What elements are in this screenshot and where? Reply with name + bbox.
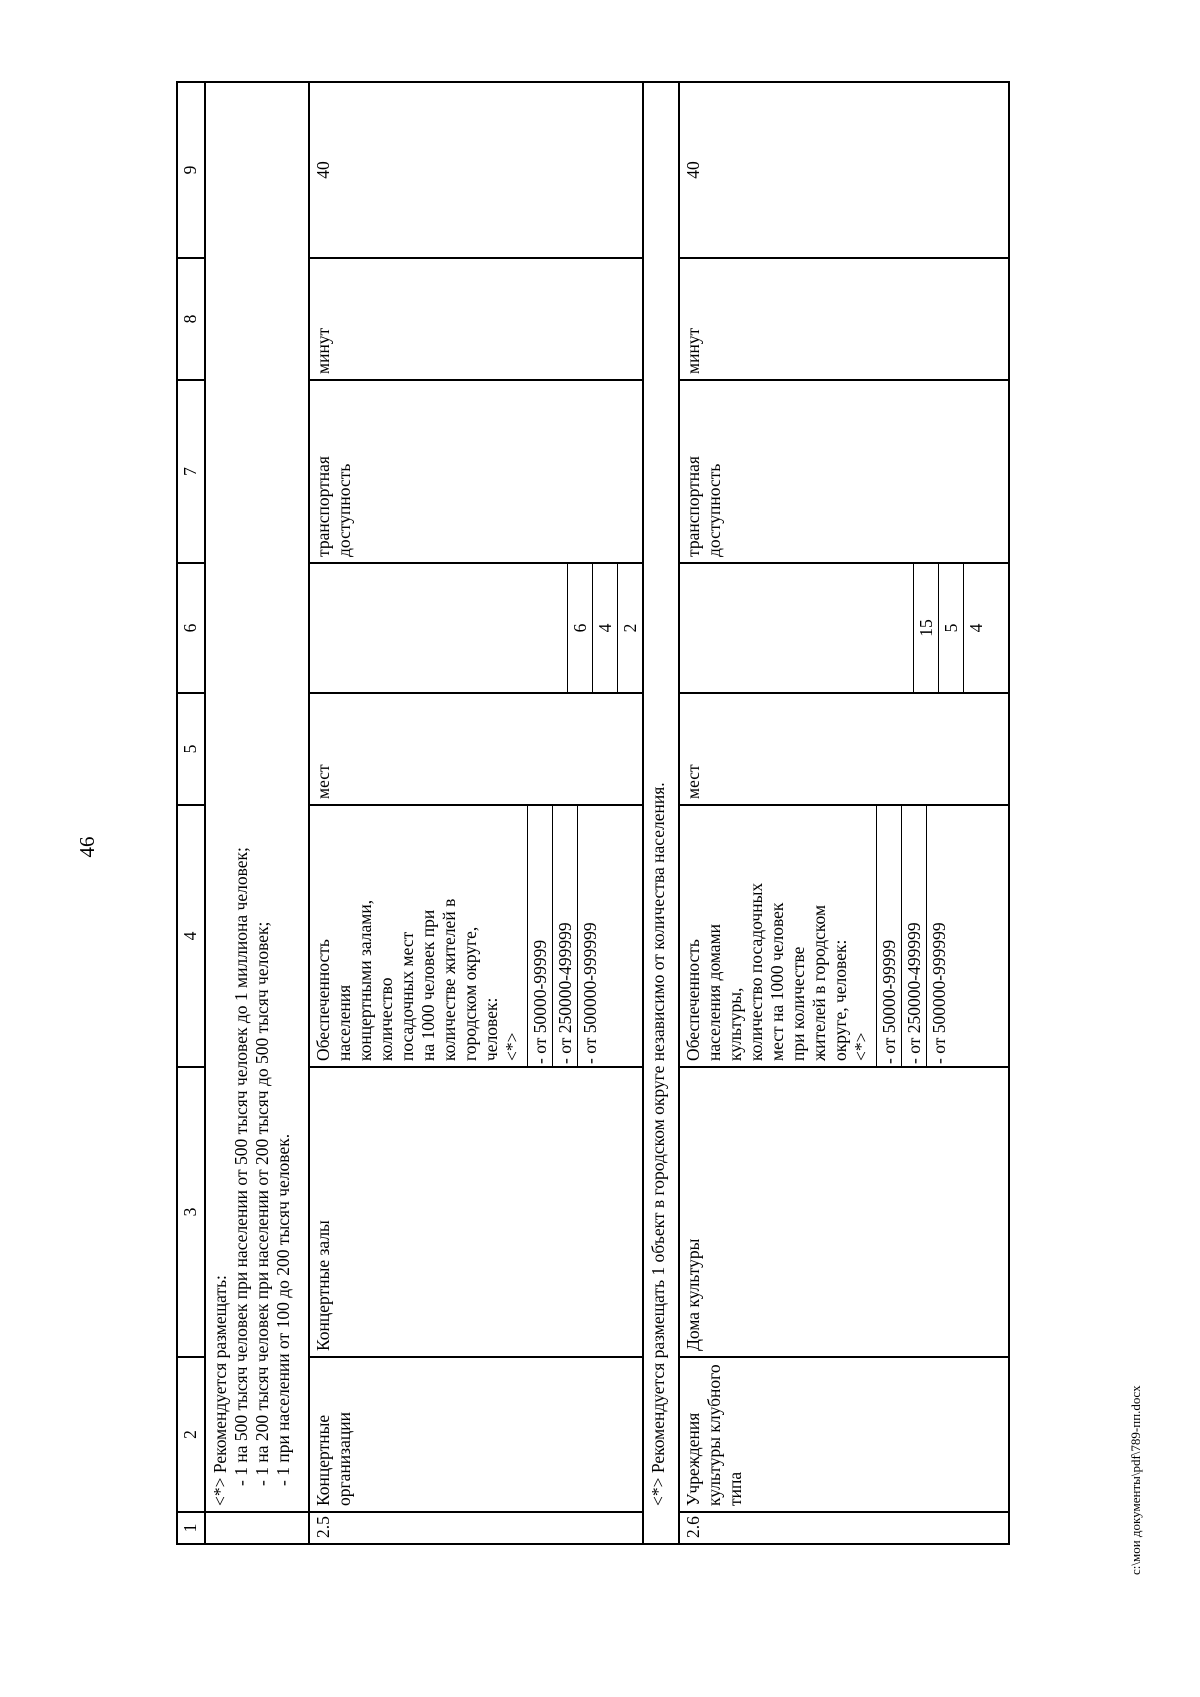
- indicator-line: Обеспеченность: [683, 939, 703, 1061]
- col-header-4: 4: [177, 805, 205, 1067]
- population-ranges: [527, 806, 602, 1066]
- table-row-2-6: [679, 82, 1009, 1544]
- population-ranges: [876, 806, 951, 1066]
- value-cell: [679, 563, 1009, 693]
- table-row-2-5: [309, 82, 643, 1544]
- norm-value: 2: [620, 623, 640, 633]
- accessibility-value: 40: [309, 82, 643, 258]
- note-line: - 1 на 500 тысяч человек при населении от 500 тысяч человек до 1 миллиона человек;: [231, 847, 251, 1486]
- col-header-7: 7: [177, 380, 205, 563]
- col-header-1: 1: [177, 1512, 205, 1544]
- accessibility-unit: минут: [679, 258, 1009, 380]
- col-header-3: 3: [177, 1067, 205, 1357]
- col-header-2: 2: [177, 1357, 205, 1512]
- header-row: [177, 82, 205, 1544]
- population-range: - от 250000-499999: [553, 806, 578, 1066]
- note-line: - 1 при населении от 100 до 200 тысяч человек.: [273, 1133, 293, 1486]
- organization-type: Учреждения культуры клубного типа: [679, 1357, 1009, 1512]
- population-range: - от 50000-99999: [528, 806, 553, 1066]
- population-range: - от 50000-99999: [877, 806, 902, 1066]
- norm-values: [567, 564, 642, 692]
- footnote-concert: [205, 82, 309, 1512]
- population-range: - от 500000-999999: [580, 922, 600, 1064]
- indicator-line: на 1000 человек при: [418, 909, 438, 1061]
- norm-value: 5: [939, 564, 964, 692]
- row-number: 2.5: [309, 1512, 643, 1544]
- indicator-cell: [309, 805, 643, 1067]
- object-type: Дома культуры: [679, 1067, 1009, 1357]
- indicator-line: посадочных мест: [397, 931, 417, 1061]
- accessibility-type: транспортная доступность: [679, 380, 1009, 563]
- standards-table: [176, 81, 1010, 1545]
- norm-value: 4: [593, 564, 618, 692]
- col-header-8: 8: [177, 258, 205, 380]
- col-header-5: 5: [177, 693, 205, 805]
- indicator-line: концертными залами,: [355, 899, 375, 1061]
- row-number: 2.6: [679, 1512, 1009, 1544]
- note-row-1: [205, 82, 309, 1544]
- unit: мест: [309, 693, 643, 805]
- note-line: <*> Рекомендуется размещать:: [210, 1275, 230, 1506]
- indicator-cell: [679, 805, 1009, 1067]
- col-header-9: 9: [177, 82, 205, 258]
- indicator-line: человек:: [481, 997, 501, 1061]
- indicator-line: городском округе,: [460, 926, 480, 1061]
- indicator-line: Обеспеченность: [313, 939, 333, 1061]
- norm-value: 6: [568, 564, 593, 692]
- footnote-culture: <*> Рекомендуется размещать 1 объект в городском округе независимо от количества населения.: [643, 82, 679, 1544]
- organization-type: Концертные организации: [309, 1357, 643, 1512]
- indicator-line: жителей в городском: [809, 904, 829, 1061]
- footer-file-path: c:\мои документы\pdf\789-пп.docx: [1128, 1385, 1143, 1575]
- object-type: Концертные залы: [309, 1067, 643, 1357]
- indicator-line: округе, человек:: [830, 939, 850, 1061]
- col-header-6: 6: [177, 563, 205, 693]
- accessibility-unit: минут: [309, 258, 643, 380]
- indicator-line: <*>: [851, 1032, 871, 1061]
- norm-value: 15: [914, 564, 939, 692]
- indicator-line: населения домами: [704, 923, 724, 1061]
- indicator-line: количество посадочных: [746, 882, 766, 1061]
- page-number: 46: [75, 836, 99, 858]
- population-range: - от 500000-999999: [929, 922, 949, 1064]
- norm-value: 4: [966, 623, 986, 633]
- indicator-line: населения: [334, 984, 354, 1061]
- note-line: - 1 на 200 тысяч человек при населении от 200 тысяч до 500 тысяч человек;: [252, 921, 272, 1486]
- indicator-line: мест на 1000 человек: [767, 902, 787, 1061]
- note-row-2: [643, 82, 679, 1544]
- accessibility-type: транспортная доступность: [309, 380, 643, 563]
- accessibility-value: 40: [679, 82, 1009, 258]
- indicator-line: культуры,: [725, 987, 745, 1061]
- value-cell: [309, 563, 643, 693]
- rotated-page-content: [176, 83, 1036, 1545]
- indicator-line: количестве жителей в: [439, 898, 459, 1061]
- population-range: - от 250000-499999: [902, 806, 927, 1066]
- indicator-line: при количестве: [788, 946, 808, 1061]
- indicator-line: <*>: [502, 1032, 522, 1061]
- unit: мест: [679, 693, 1009, 805]
- indicator-line: количество: [376, 977, 396, 1061]
- norm-values: [913, 564, 988, 692]
